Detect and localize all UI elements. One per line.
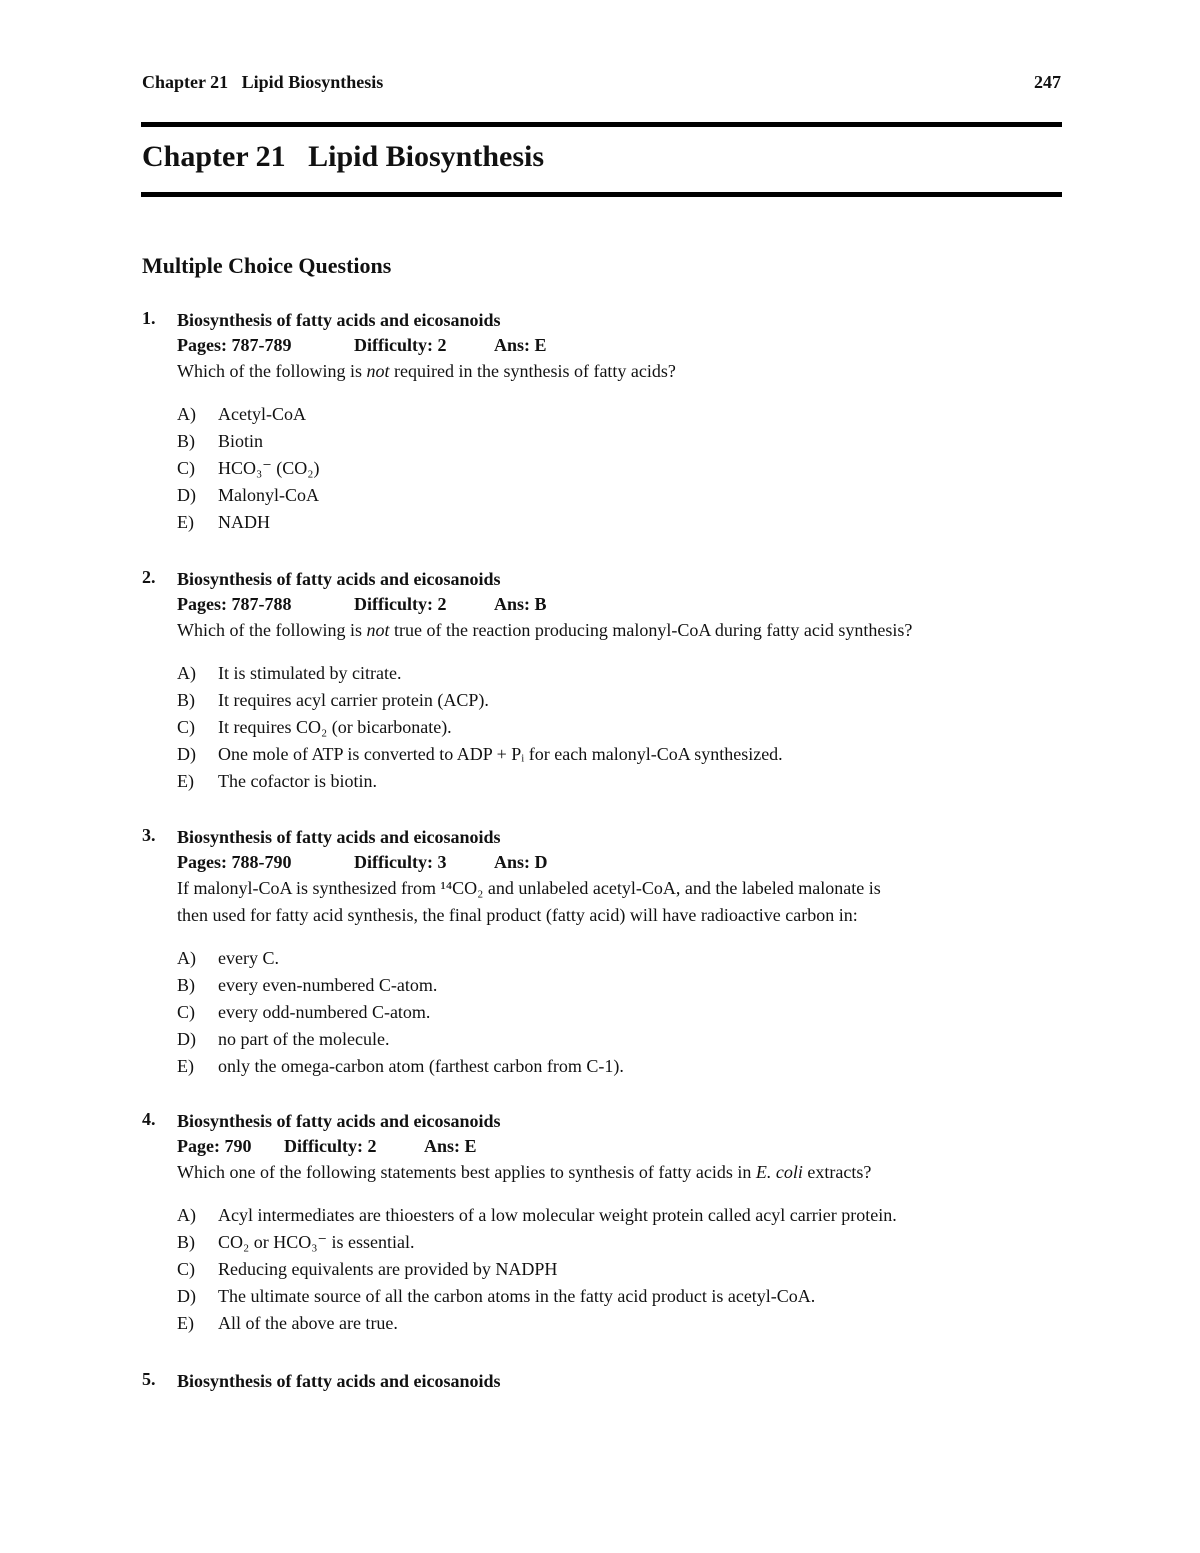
section-title: Multiple Choice Questions bbox=[142, 253, 392, 278]
question-answer: Ans: E bbox=[424, 1136, 477, 1156]
option-d: D) One mole of ATP is converted to ADP + Pᵢ for each malonyl-CoA synthesized. bbox=[177, 744, 783, 764]
answer-options bbox=[177, 1202, 1077, 1337]
question-pages: Pages: 787-788 bbox=[177, 594, 292, 614]
option-c: C) every odd-numbered C-atom. bbox=[177, 1002, 431, 1022]
question-stem: Which of the following is not required in the synthesis of fatty acids? bbox=[177, 361, 676, 381]
bottom-rule bbox=[141, 192, 1062, 197]
question-meta bbox=[177, 850, 1077, 875]
answer-options bbox=[177, 401, 1077, 536]
option-d: D) The ultimate source of all the carbon atoms in the fatty acid product is acetyl-CoA. bbox=[177, 1286, 816, 1306]
question-number: 2. bbox=[142, 567, 156, 587]
question-answer: Ans: E bbox=[494, 335, 547, 355]
question-stem-line: then used for fatty acid synthesis, the final product (fatty acid) will have radioactive carbon in: bbox=[177, 905, 858, 925]
question-meta bbox=[177, 1134, 1077, 1159]
chapter-title: Chapter 21 Lipid Biosynthesis bbox=[142, 140, 545, 173]
answer-options bbox=[177, 660, 1077, 795]
option-d: D) Malonyl-CoA bbox=[177, 485, 319, 505]
option-a: A) Acyl intermediates are thioesters of a low molecular weight protein called acyl carrier protein. bbox=[177, 1205, 897, 1225]
option-e: E) All of the above are true. bbox=[177, 1313, 398, 1333]
option-a: A) every C. bbox=[177, 948, 279, 968]
question-pages: Page: 790 bbox=[177, 1136, 252, 1156]
question-topic: Biosynthesis of fatty acids and eicosanoids bbox=[177, 569, 501, 589]
question-topic: Biosynthesis of fatty acids and eicosanoids bbox=[177, 1371, 501, 1391]
running-header bbox=[142, 72, 1061, 93]
question-number: 1. bbox=[142, 308, 156, 328]
question-number: 5. bbox=[142, 1369, 156, 1389]
question-topic: Biosynthesis of fatty acids and eicosanoids bbox=[177, 827, 501, 847]
question-stem: Which of the following is not true of the reaction producing malonyl-CoA during fatty acid synthesis? bbox=[177, 620, 913, 640]
question-meta bbox=[177, 592, 1077, 617]
option-d: D) no part of the molecule. bbox=[177, 1029, 390, 1049]
option-e: E) The cofactor is biotin. bbox=[177, 771, 377, 791]
question-meta bbox=[177, 333, 1077, 358]
question-pages: Pages: 788-790 bbox=[177, 852, 292, 872]
question-difficulty: Difficulty: 3 bbox=[354, 852, 447, 872]
option-e: E) only the omega-carbon atom (farthest carbon from C-1). bbox=[177, 1056, 624, 1076]
option-b: B) It requires acyl carrier protein (ACP). bbox=[177, 690, 489, 710]
question-number: 4. bbox=[142, 1109, 156, 1129]
option-a: A) Acetyl-CoA bbox=[177, 404, 306, 424]
option-c: C) It requires CO₂ (or bicarbonate). bbox=[177, 717, 452, 737]
page-number: 247 bbox=[1034, 72, 1061, 92]
question-stem-line: If malonyl-CoA is synthesized from ¹⁴CO₂ and unlabeled acetyl-CoA, and the labeled malonate is bbox=[177, 878, 881, 898]
question-stem: Which one of the following statements best applies to synthesis of fatty acids in E. coli extracts? bbox=[177, 1162, 872, 1182]
top-rule bbox=[141, 122, 1062, 127]
question-difficulty: Difficulty: 2 bbox=[354, 335, 447, 355]
question-topic: Biosynthesis of fatty acids and eicosanoids bbox=[177, 1111, 501, 1131]
option-c: C) HCO₃⁻ (CO₂) bbox=[177, 458, 320, 478]
option-b: B) every even-numbered C-atom. bbox=[177, 975, 438, 995]
question-number: 3. bbox=[142, 825, 156, 845]
option-a: A) It is stimulated by citrate. bbox=[177, 663, 402, 683]
answer-options bbox=[177, 945, 1077, 1080]
question-answer: Ans: D bbox=[494, 852, 548, 872]
running-title: Chapter 21 Lipid Biosynthesis bbox=[142, 72, 384, 92]
question-difficulty: Difficulty: 2 bbox=[354, 594, 447, 614]
option-b: B) CO₂ or HCO₃⁻ is essential. bbox=[177, 1232, 415, 1252]
option-c: C) Reducing equivalents are provided by NADPH bbox=[177, 1259, 558, 1279]
option-e: E) NADH bbox=[177, 512, 270, 532]
question-pages: Pages: 787-789 bbox=[177, 335, 292, 355]
question-topic: Biosynthesis of fatty acids and eicosanoids bbox=[177, 310, 501, 330]
question-stem bbox=[177, 875, 1077, 929]
question-answer: Ans: B bbox=[494, 594, 547, 614]
question-difficulty: Difficulty: 2 bbox=[284, 1136, 377, 1156]
option-b: B) Biotin bbox=[177, 431, 264, 451]
